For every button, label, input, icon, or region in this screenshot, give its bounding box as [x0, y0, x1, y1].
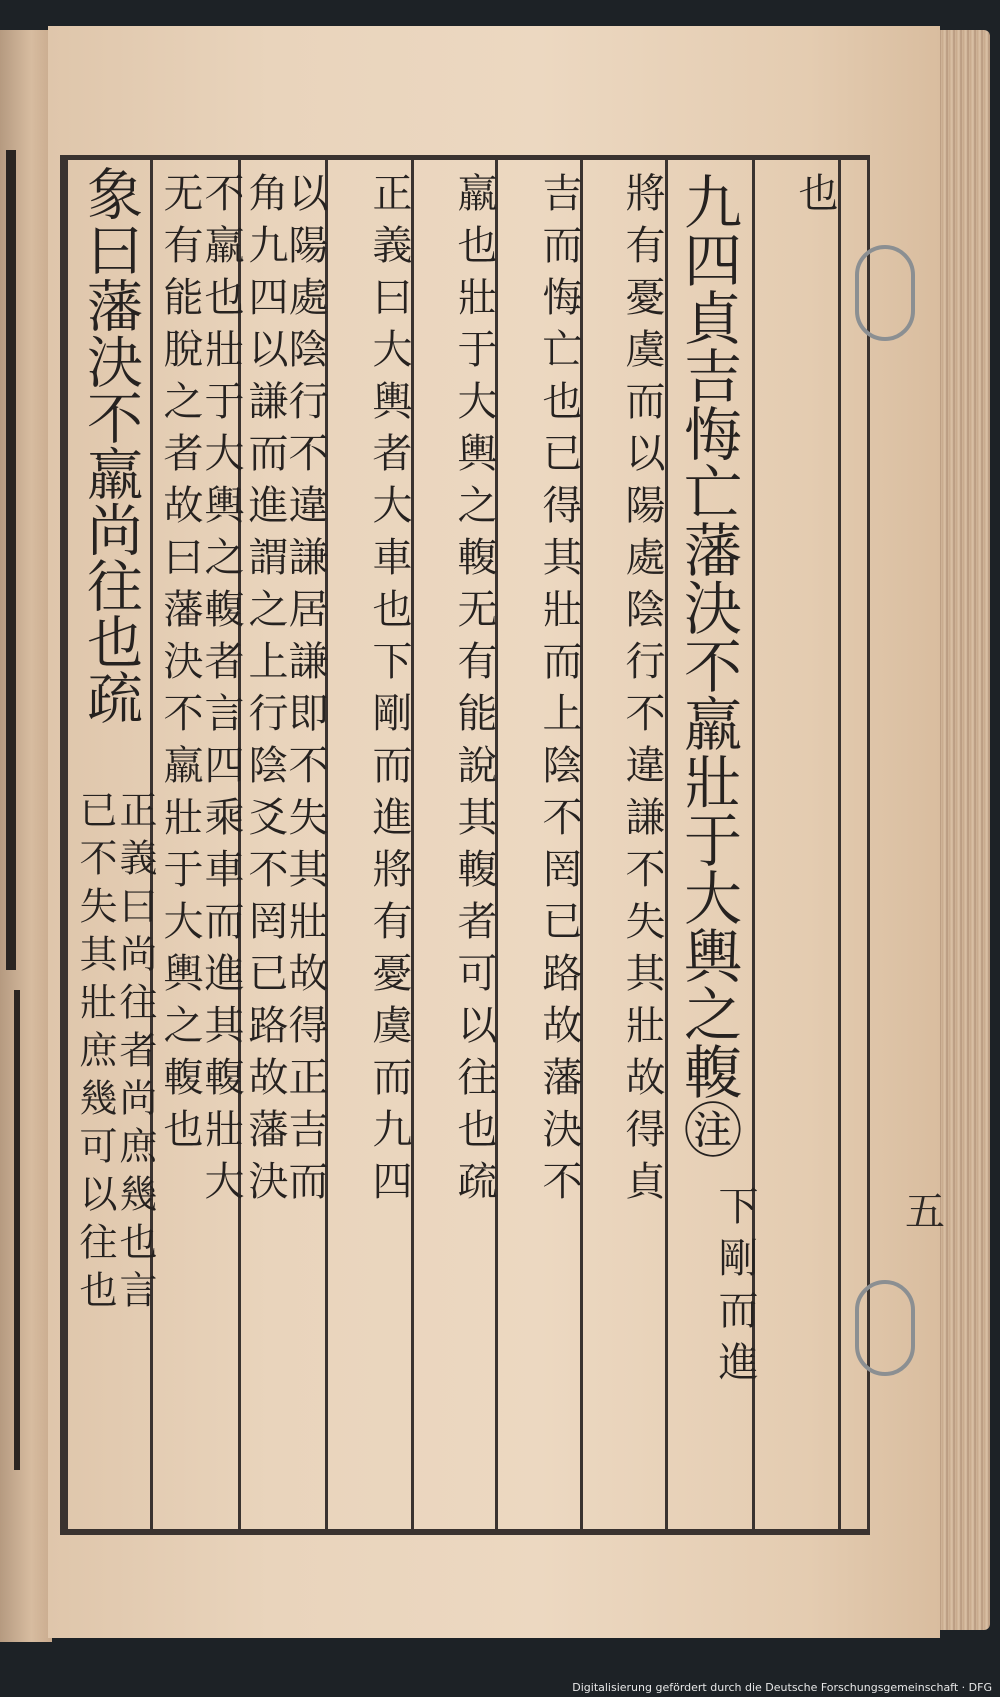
text-column-3: 將有憂虞而以陽處陰行不違謙不失其壯故得貞: [619, 172, 665, 1212]
text-column-10: 不羸也壯于大輿之輹者言四乘車而進其輹壯大: [198, 172, 244, 1212]
book-page-edges: [935, 30, 990, 1630]
previous-page-rule: [14, 990, 20, 1470]
text-column-5: 羸也壯于大輿之輹无有能說其輹者可以往也疏: [451, 172, 497, 1212]
folio-number: 五: [905, 1189, 945, 1235]
text-column-1: 也: [792, 172, 838, 239]
text-column-2: 九四貞吉悔亡藩決不羸壯于大輿之輹㊟: [674, 172, 742, 1158]
text-column-14: 已不失其壯庶幾可以往也: [73, 790, 117, 1318]
binding-ring: [855, 245, 915, 341]
column-rule: [838, 160, 841, 1530]
text-column-6: 正義曰大輿者大車也下剛而進將有憂虞而九四: [366, 172, 412, 1212]
text-column-9-visible: 角九四以謙而進謂之上行陰爻不罔已路故藩決: [242, 172, 288, 1212]
text-column-4: 吉而悔亡也已得其壯而上陰不罔已路故藩決不: [536, 172, 582, 1212]
binding-ring: [855, 1280, 915, 1376]
bottom-note: 下剛而進: [712, 1185, 758, 1393]
digitization-credit: Digitalisierung gefördert durch die Deutsche Forschungsgemeinschaft · DFG: [0, 1678, 1000, 1697]
text-column-13: 正義曰尚往者尚庶幾也言: [113, 790, 157, 1318]
text-column-7: 以陽處陰行不違謙居謙即不失其壯故得正吉而: [282, 172, 328, 1212]
text-column-11: 无有能脫之者故曰藩決不羸壯于大輿之輹也: [157, 172, 203, 1160]
previous-page-strip: [0, 30, 52, 1642]
previous-page-rule: [6, 150, 16, 970]
text-column-12: 象曰藩決不羸尚往也疏: [78, 165, 143, 725]
